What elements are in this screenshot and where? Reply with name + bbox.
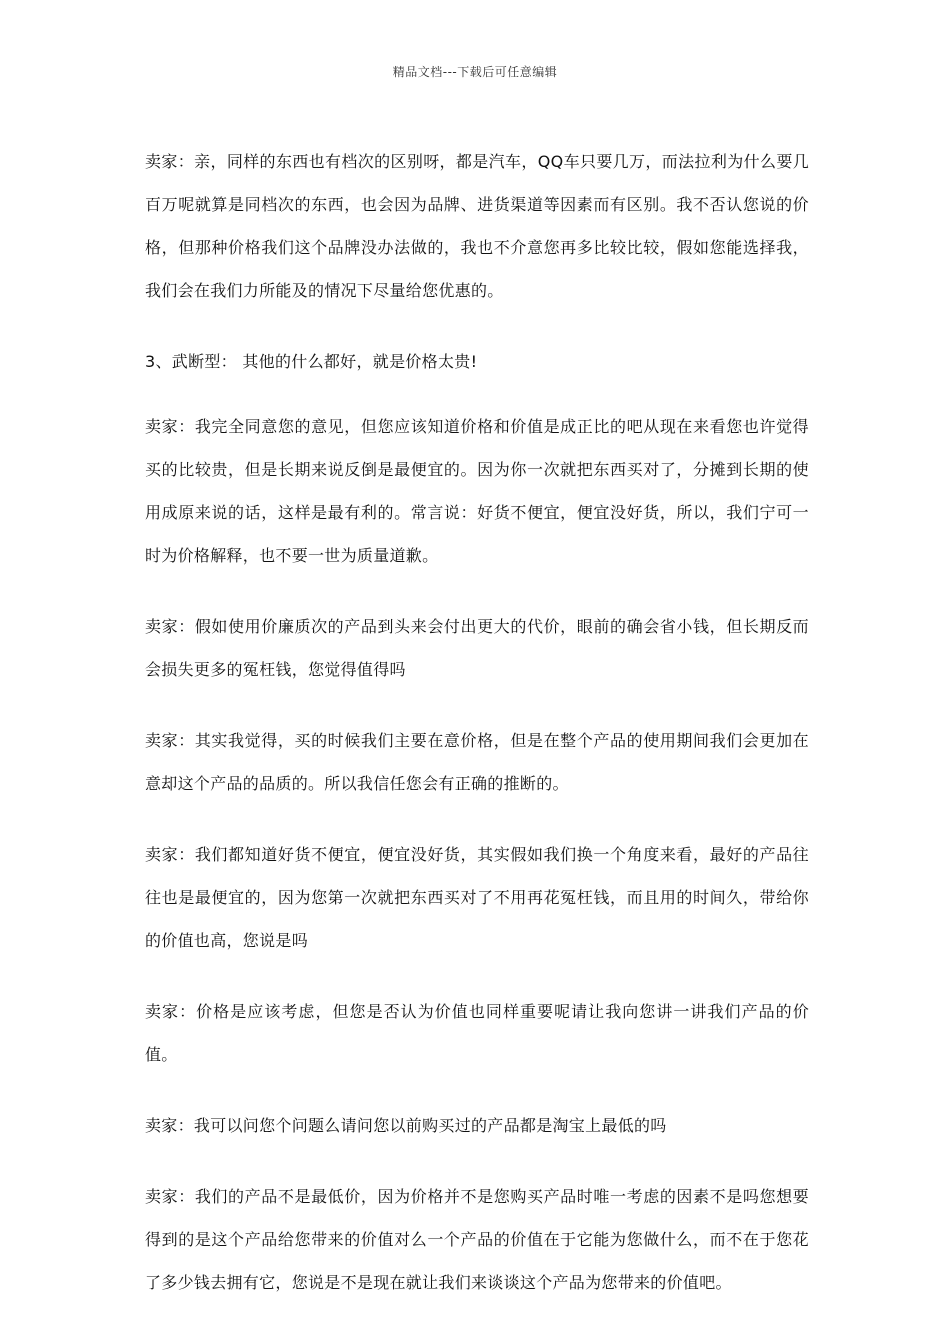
paragraph-seller-reply-5: 卖家：我们都知道好货不便宜，便宜没好货，其实假如我们换一个角度来看，最好的产品往往也是最便宜的，因为您第一次就把东西买对了不用再花冤枉钱，而且用的时间久，带给你的价值也高，您说是吗 <box>145 845 809 950</box>
paragraph-seller-reply-8: 卖家：我们的产品不是最低价，因为价格并不是您购买产品时唯一考虑的因素不是吗您想要得到的是这个产品给您带来的价值对么一个产品的价值在于它能为您做什么，而不在于您花了多少钱去拥有它，您说是不是现在就让我们来谈谈这个产品为您带来的价值吧。 <box>145 1187 809 1292</box>
paragraph-seller-reply-1: 卖家：亲，同样的东西也有档次的区别呀，都是汽车，QQ车只要几万，而法拉利为什么要几百万呢就算是同档次的东西，也会因为品牌、进货渠道等因素而有区别。我不否认您说的价格，但那种价格我们这个品牌没办法做的，我也不介意您再多比较比较，假如您能选择我，我们会在我们力所能及的情况下尽量给您优惠的。 <box>145 152 809 300</box>
paragraph-seller-reply-4: 卖家：其实我觉得，买的时候我们主要在意价格，但是在整个产品的使用期间我们会更加在意却这个产品的品质的。所以我信任您会有正确的推断的。 <box>145 731 809 793</box>
paragraph-seller-reply-3: 卖家：假如使用价廉质次的产品到头来会付出更大的代价，眼前的确会省小钱，但长期反而会损失更多的冤枉钱，您觉得值得吗 <box>145 617 809 679</box>
paragraph-section-heading: 3、武断型： 其他的什么都好，就是价格太贵! <box>145 352 478 371</box>
paragraph-seller-reply-2: 卖家：我完全同意您的意见，但您应该知道价格和价值是成正比的吧从现在来看您也许觉得买的比较贵，但是长期来说反倒是最便宜的。因为你一次就把东西买对了，分摊到长期的使用成原来说的话，这样是最有利的。常言说：好货不便宜，便宜没好货，所以，我们宁可一时为价格解释，也不要一世为质量道歉。 <box>145 417 809 565</box>
page-header: 精品文档---下载后可任意编辑 <box>392 65 558 79</box>
paragraph-seller-reply-7: 卖家：我可以问您个问题么请问您以前购买过的产品都是淘宝上最低的吗 <box>145 1116 667 1135</box>
paragraph-seller-reply-6: 卖家：价格是应该考虑，但您是否认为价值也同样重要呢请让我向您讲一讲我们产品的价值。 <box>145 1002 809 1064</box>
document-body <box>145 140 809 1332</box>
